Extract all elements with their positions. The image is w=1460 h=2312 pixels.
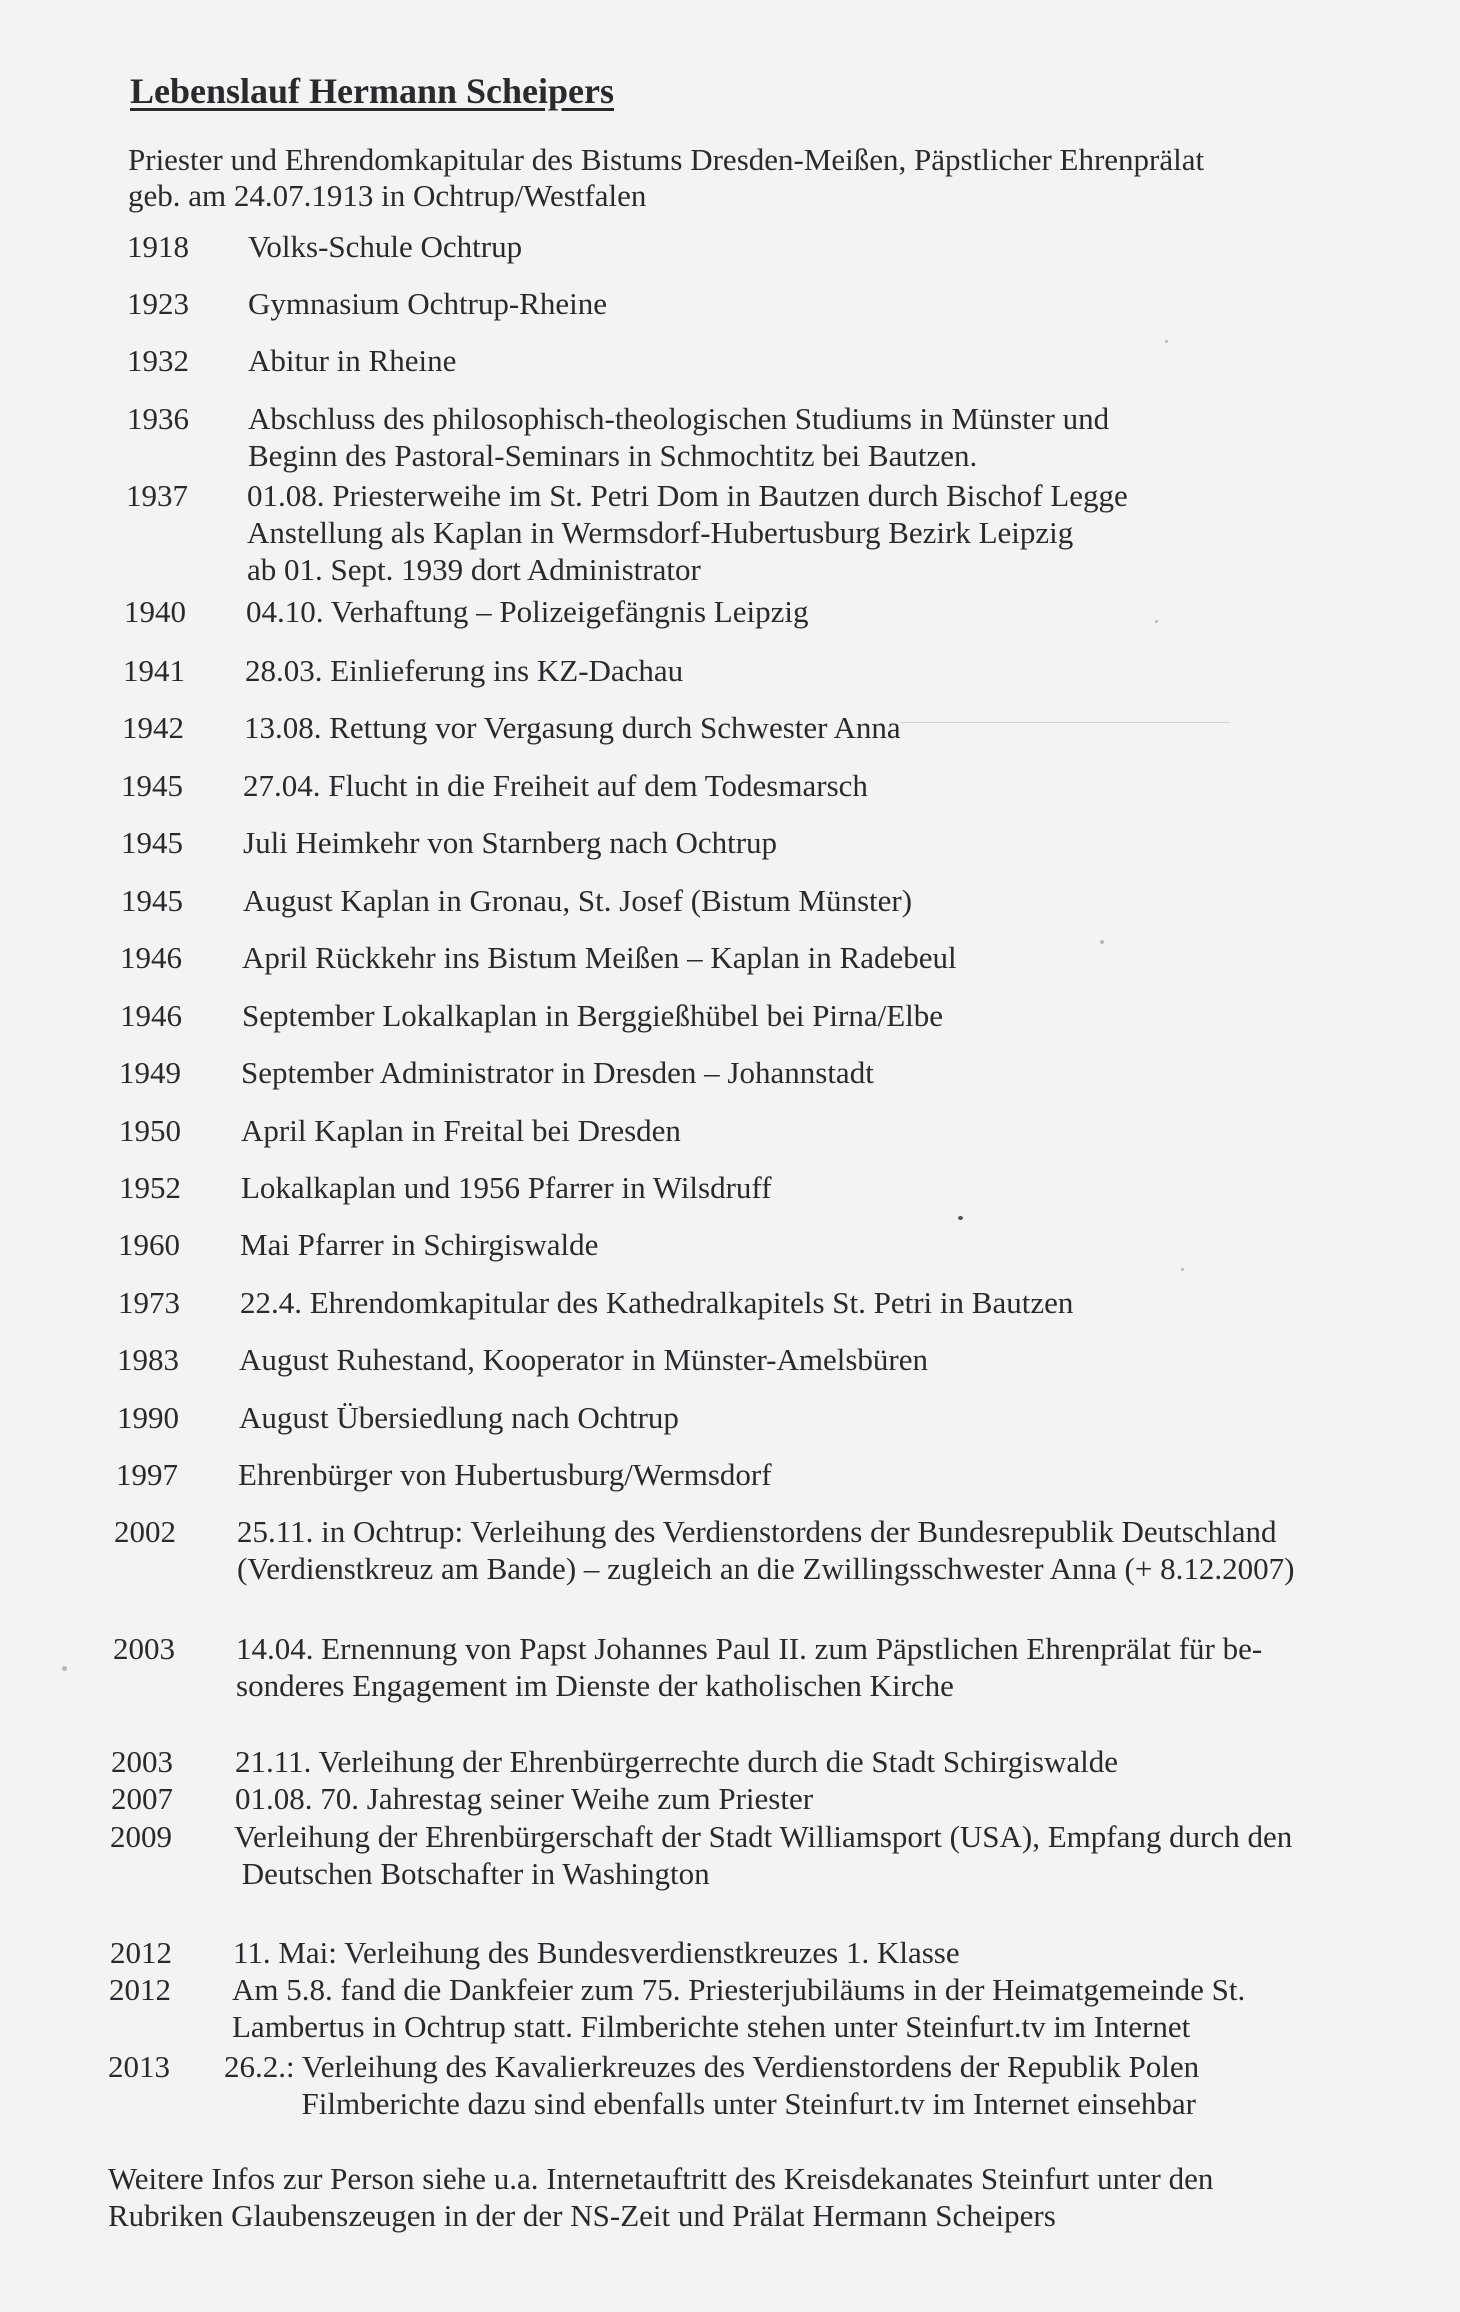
entry-year: 1945 — [121, 768, 183, 803]
entry-text: Lokalkaplan und 1956 Pfarrer in Wilsdruff — [241, 1170, 772, 1205]
entry-year: 1941 — [123, 653, 185, 688]
entry-year: 1932 — [127, 343, 189, 378]
scan-speck — [958, 1216, 963, 1220]
entry-year: 1997 — [116, 1457, 178, 1492]
entry-year: 1936 — [127, 401, 189, 436]
entry-year: 1942 — [122, 710, 184, 745]
entry-year: 1973 — [118, 1285, 180, 1320]
entry-year: 1923 — [127, 286, 189, 321]
entry-text: 26.2.: Verleihung des Kavalierkreuzes des Verdienstordens der Republik Polen — [224, 2049, 1200, 2084]
entry-year: 1945 — [121, 825, 183, 860]
entry-year: 1946 — [120, 940, 182, 975]
scan-speck — [1155, 620, 1158, 623]
entry-year: 1946 — [120, 998, 182, 1033]
entry-text: Filmberichte dazu sind ebenfalls unter Steinfurt.tv im Internet einsehbar — [224, 2086, 1196, 2121]
entry-text: 27.04. Flucht in die Freiheit auf dem Todesmarsch — [243, 768, 868, 803]
scan-speck — [1165, 340, 1168, 343]
scan-speck — [62, 1666, 67, 1671]
entry-year: 2003 — [113, 1631, 175, 1666]
entry-text: 01.08. 70. Jahrestag seiner Weihe zum Priester — [235, 1781, 814, 1816]
entry-text: Mai Pfarrer in Schirgiswalde — [240, 1227, 599, 1262]
entry-text: Ehrenbürger von Hubertusburg/Wermsdorf — [238, 1457, 772, 1492]
entry-year: 1945 — [121, 883, 183, 918]
entry-text: 25.11. in Ochtrup: Verleihung des Verdienstordens der Bundesrepublik Deutschland — [237, 1514, 1277, 1549]
entry-text: Abschluss des philosophisch-theologischen Studiums in Münster und — [248, 401, 1110, 436]
entry-text: (Verdienstkreuz am Bande) – zugleich an die Zwillingsschwester Anna (+ 8.12.2007) — [237, 1551, 1295, 1586]
entry-text: Juli Heimkehr von Starnberg nach Ochtrup — [243, 825, 778, 860]
entry-text: Deutschen Botschafter in Washington — [234, 1856, 710, 1891]
entry-text: Gymnasium Ochtrup-Rheine — [248, 286, 608, 321]
entry-text: 14.04. Ernennung von Papst Johannes Paul II. zum Päpstlichen Ehrenprälat für be- — [236, 1631, 1263, 1666]
entry-year: 2002 — [114, 1514, 176, 1549]
entry-text: Am 5.8. fand die Dankfeier zum 75. Priesterjubiläums in der Heimatgemeinde St. — [232, 1972, 1246, 2007]
entry-text: 28.03. Einlieferung ins KZ-Dachau — [245, 653, 684, 688]
entry-text: Lambertus in Ochtrup statt. Filmberichte stehen unter Steinfurt.tv im Internet — [232, 2009, 1191, 2044]
entry-text: 11. Mai: Verleihung des Bundesverdienstkreuzes 1. Klasse — [233, 1935, 960, 1970]
entry-year: 2007 — [111, 1781, 173, 1816]
entry-year: 1960 — [118, 1227, 180, 1262]
entry-year: 1949 — [119, 1055, 181, 1090]
entry-text: Verleihung der Ehrenbürgerschaft der Stadt Williamsport (USA), Empfang durch den — [234, 1819, 1293, 1854]
entry-text: September Lokalkaplan in Berggießhübel bei Pirna/Elbe — [242, 998, 944, 1033]
footer-line: Weitere Infos zur Person siehe u.a. Internetauftritt des Kreisdekanates Steinfurt unter den — [108, 2161, 1214, 2196]
scan-artifact-line — [900, 722, 1230, 723]
entry-text: 04.10. Verhaftung – Polizeigefängnis Leipzig — [246, 594, 809, 629]
entry-text: ab 01. Sept. 1939 dort Administrator — [247, 552, 701, 587]
entry-year: 1940 — [124, 594, 186, 629]
entry-text: 01.08. Priesterweihe im St. Petri Dom in Bautzen durch Bischof Legge — [247, 478, 1128, 513]
subtitle-line: geb. am 24.07.1913 in Ochtrup/Westfalen — [128, 178, 647, 213]
entry-year: 1952 — [119, 1170, 181, 1205]
entry-text: sonderes Engagement im Dienste der katholischen Kirche — [236, 1668, 954, 1703]
entry-year: 1950 — [119, 1113, 181, 1148]
footer-note — [108, 2160, 1213, 2234]
entry-year: 2003 — [111, 1744, 173, 1779]
entry-text: Abitur in Rheine — [248, 343, 457, 378]
scan-speck — [1100, 940, 1104, 944]
entry-text: 21.11. Verleihung der Ehrenbürgerrechte durch die Stadt Schirgiswalde — [235, 1744, 1118, 1779]
footer-line: Rubriken Glaubenszeugen in der der NS-Zeit und Prälat Hermann Scheipers — [108, 2198, 1056, 2233]
entry-text: Beginn des Pastoral-Seminars in Schmochtitz bei Bautzen. — [248, 438, 978, 473]
entry-year: 1937 — [126, 478, 188, 513]
entry-text: September Administrator in Dresden – Johannstadt — [241, 1055, 874, 1090]
page-title: Lebenslauf Hermann Scheipers — [130, 71, 615, 111]
entry-text: 13.08. Rettung vor Vergasung durch Schwester Anna — [244, 710, 901, 745]
entry-text: Anstellung als Kaplan in Wermsdorf-Hubertusburg Bezirk Leipzig — [247, 515, 1074, 550]
entry-text: August Übersiedlung nach Ochtrup — [239, 1400, 679, 1435]
entry-year: 2012 — [110, 1935, 172, 1970]
entry-year: 1918 — [127, 229, 189, 264]
entry-text: April Rückkehr ins Bistum Meißen – Kaplan in Radebeul — [242, 940, 957, 975]
entry-text: August Kaplan in Gronau, St. Josef (Bistum Münster) — [243, 883, 913, 918]
entry-year: 2013 — [108, 2049, 170, 2084]
entry-text: April Kaplan in Freital bei Dresden — [241, 1113, 681, 1148]
entry-text: August Ruhestand, Kooperator in Münster-Amelsbüren — [239, 1342, 929, 1377]
entry-year: 2012 — [109, 1972, 171, 2007]
subtitle-line: Priester und Ehrendomkapitular des Bistums Dresden-Meißen, Päpstlicher Ehrenprälat — [128, 142, 1205, 177]
entry-year: 1990 — [117, 1400, 179, 1435]
scan-speck — [1181, 1268, 1184, 1271]
entry-year: 1983 — [117, 1342, 179, 1377]
entry-text: Volks-Schule Ochtrup — [248, 229, 523, 264]
entry-text: 22.4. Ehrendomkapitular des Kathedralkapitels St. Petri in Bautzen — [240, 1285, 1074, 1320]
entry-year: 2009 — [110, 1819, 172, 1854]
